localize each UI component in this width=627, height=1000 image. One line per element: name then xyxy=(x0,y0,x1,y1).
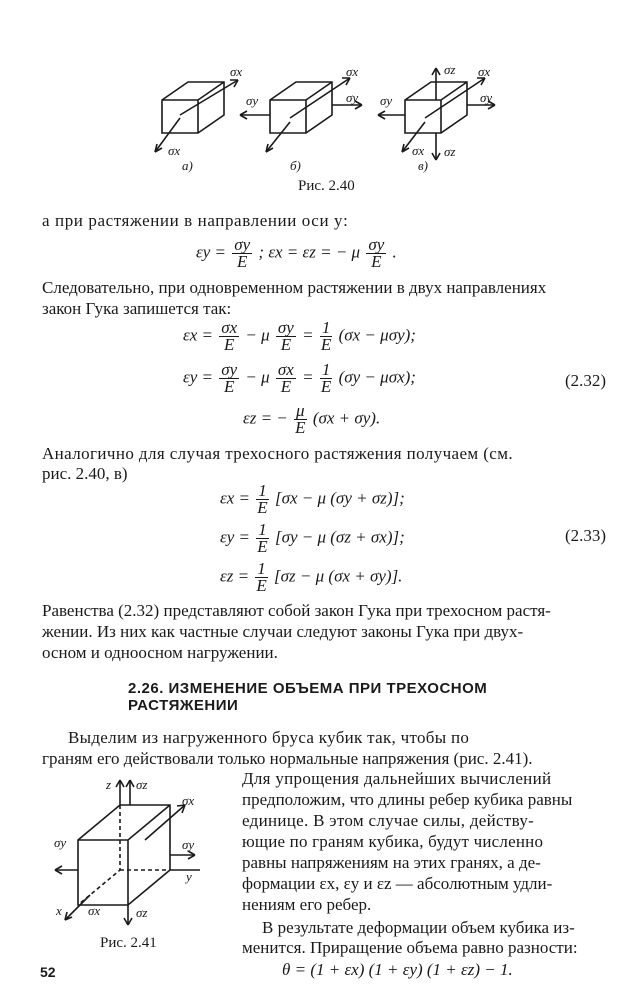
fig241-sz-top: σz xyxy=(136,777,148,792)
para4-right-3: единице. В этом случае силы, действу- xyxy=(242,811,535,830)
para4-line2: граням его действовали только нормальные напряжения (рис. 2.41). xyxy=(42,749,533,768)
eq-y-frac1: $\frac{\sigma y}{E}$ xyxy=(234,235,251,271)
equation-theta: θ = (1 + εx) (1 + εy) (1 + εz) − 1. xyxy=(282,960,513,979)
eq232-row3: εz = − $\frac{\mu}{E}$ (σx + σy). xyxy=(243,401,381,437)
fig240-c-sx: σx xyxy=(478,64,491,79)
fig240-a-sx-top: σx xyxy=(230,64,243,79)
fig240-c-sx-bot: σx xyxy=(412,143,425,158)
eq232-number: (2.32) xyxy=(565,371,607,390)
fig241-sx-bot: σx xyxy=(88,903,101,918)
fig240-b-sy-right: σy xyxy=(346,90,359,105)
fig240-b-sx: σx xyxy=(346,64,359,79)
section-heading-line1: 2.26. ИЗМЕНЕНИЕ ОБЪЕМА ПРИ ТРЕХОСНОМ xyxy=(128,680,488,697)
fig241-z: z xyxy=(106,777,112,792)
equation-eps-y xyxy=(196,237,397,270)
section-heading-line2: РАСТЯЖЕНИИ xyxy=(128,697,239,714)
para5-line1: В результате деформации объем кубика из- xyxy=(262,918,575,937)
eq-y-frac2: $\frac{\sigma y}{E}$ xyxy=(368,235,385,271)
fig240-a-sx-bot: σx xyxy=(168,143,181,158)
para3-line3: осном и одноосном нагружении. xyxy=(42,643,278,662)
eq233-row1: εx = $\frac{1}{E}$ [σx − μ (σy + σz)]; xyxy=(220,481,405,517)
fig241-sx-top: σx xyxy=(182,793,195,808)
eq-y-end: . xyxy=(392,242,397,262)
fig241-x: x xyxy=(56,903,62,918)
fig240-c-sy-left: σy xyxy=(380,93,393,108)
figure-2-41 xyxy=(50,775,230,925)
fig240-c-letter: в) xyxy=(418,158,428,173)
para4-right-5: равны напряжениям на этих гранях, а де- xyxy=(242,853,541,872)
fig240-a-letter: а) xyxy=(182,158,193,173)
eq233-row2: εy = $\frac{1}{E}$ [σy − μ (σz + σx)]; xyxy=(220,520,405,556)
fig241-sz-bot: σz xyxy=(136,905,148,920)
para1-line1: Следовательно, при одновременном растяжении в двух направлениях xyxy=(42,278,547,297)
fig241-sy-left: σy xyxy=(54,835,67,850)
para4-right-2: предположим, что длины ребер кубика равны xyxy=(242,790,573,809)
figure-2-40 xyxy=(150,60,510,185)
para1-line2: закон Гука запишется так: xyxy=(42,299,232,318)
para4-right-6: формации εx, εy и εz — абсолютным удли- xyxy=(242,874,553,893)
fig241-y: y xyxy=(186,869,192,884)
fig240-b-sy-left: σy xyxy=(246,93,259,108)
fig240-c-sz-top: σz xyxy=(444,62,456,77)
fig240-caption: Рис. 2.40 xyxy=(298,178,355,194)
eq233-row3: εz = $\frac{1}{E}$ [σz − μ (σx + σy)]. xyxy=(220,559,403,595)
para3-line1: Равенства (2.32) представляют собой закон Гука при трехосном растя- xyxy=(42,601,551,620)
para4-right-4: ющие по граням кубика, будут численно xyxy=(242,832,544,851)
fig240-c-sy-right: σy xyxy=(480,90,493,105)
eq232-row2: εy = $\frac{\sigma y}{E}$ − μ $\frac{\sigma x}{E}$ = $\frac{1}{E}$ (σy − μσx); xyxy=(183,360,416,396)
para2-line1: Аналогично для случая трехосного растяжения получаем (см. xyxy=(42,444,514,463)
fig240-b-letter: б) xyxy=(290,158,301,173)
para3-line2: жении. Из них как частные случаи следуют законы Гука при двух- xyxy=(42,622,524,641)
eq-y-mid: ; εx = εz = − μ xyxy=(258,242,361,262)
fig240-c-sz-bot: σz xyxy=(444,144,456,159)
para4-right-1: Для упрощения дальнейших вычислений xyxy=(242,769,552,788)
fig241-caption: Рис. 2.41 xyxy=(100,935,157,951)
para2-line2: рис. 2.40, в) xyxy=(42,464,128,483)
para4-line1: Выделим из нагруженного бруса кубик так, чтобы по xyxy=(68,728,470,747)
eq-y-lhs: εy = xyxy=(196,242,226,262)
para5-line2: менится. Приращение объема равно разности: xyxy=(242,938,578,957)
intro-line: а при растяжении в направлении оси y: xyxy=(42,211,349,230)
eq233-number: (2.33) xyxy=(565,526,607,545)
fig241-sy-right: σy xyxy=(182,837,195,852)
eq232-row1: εx = $\frac{\sigma x}{E}$ − μ $\frac{\sigma y}{E}$ = $\frac{1}{E}$ (σx − μσy); xyxy=(183,318,416,354)
page-number: 52 xyxy=(40,964,56,980)
para4-right-7: нениям его ребер. xyxy=(242,895,372,914)
